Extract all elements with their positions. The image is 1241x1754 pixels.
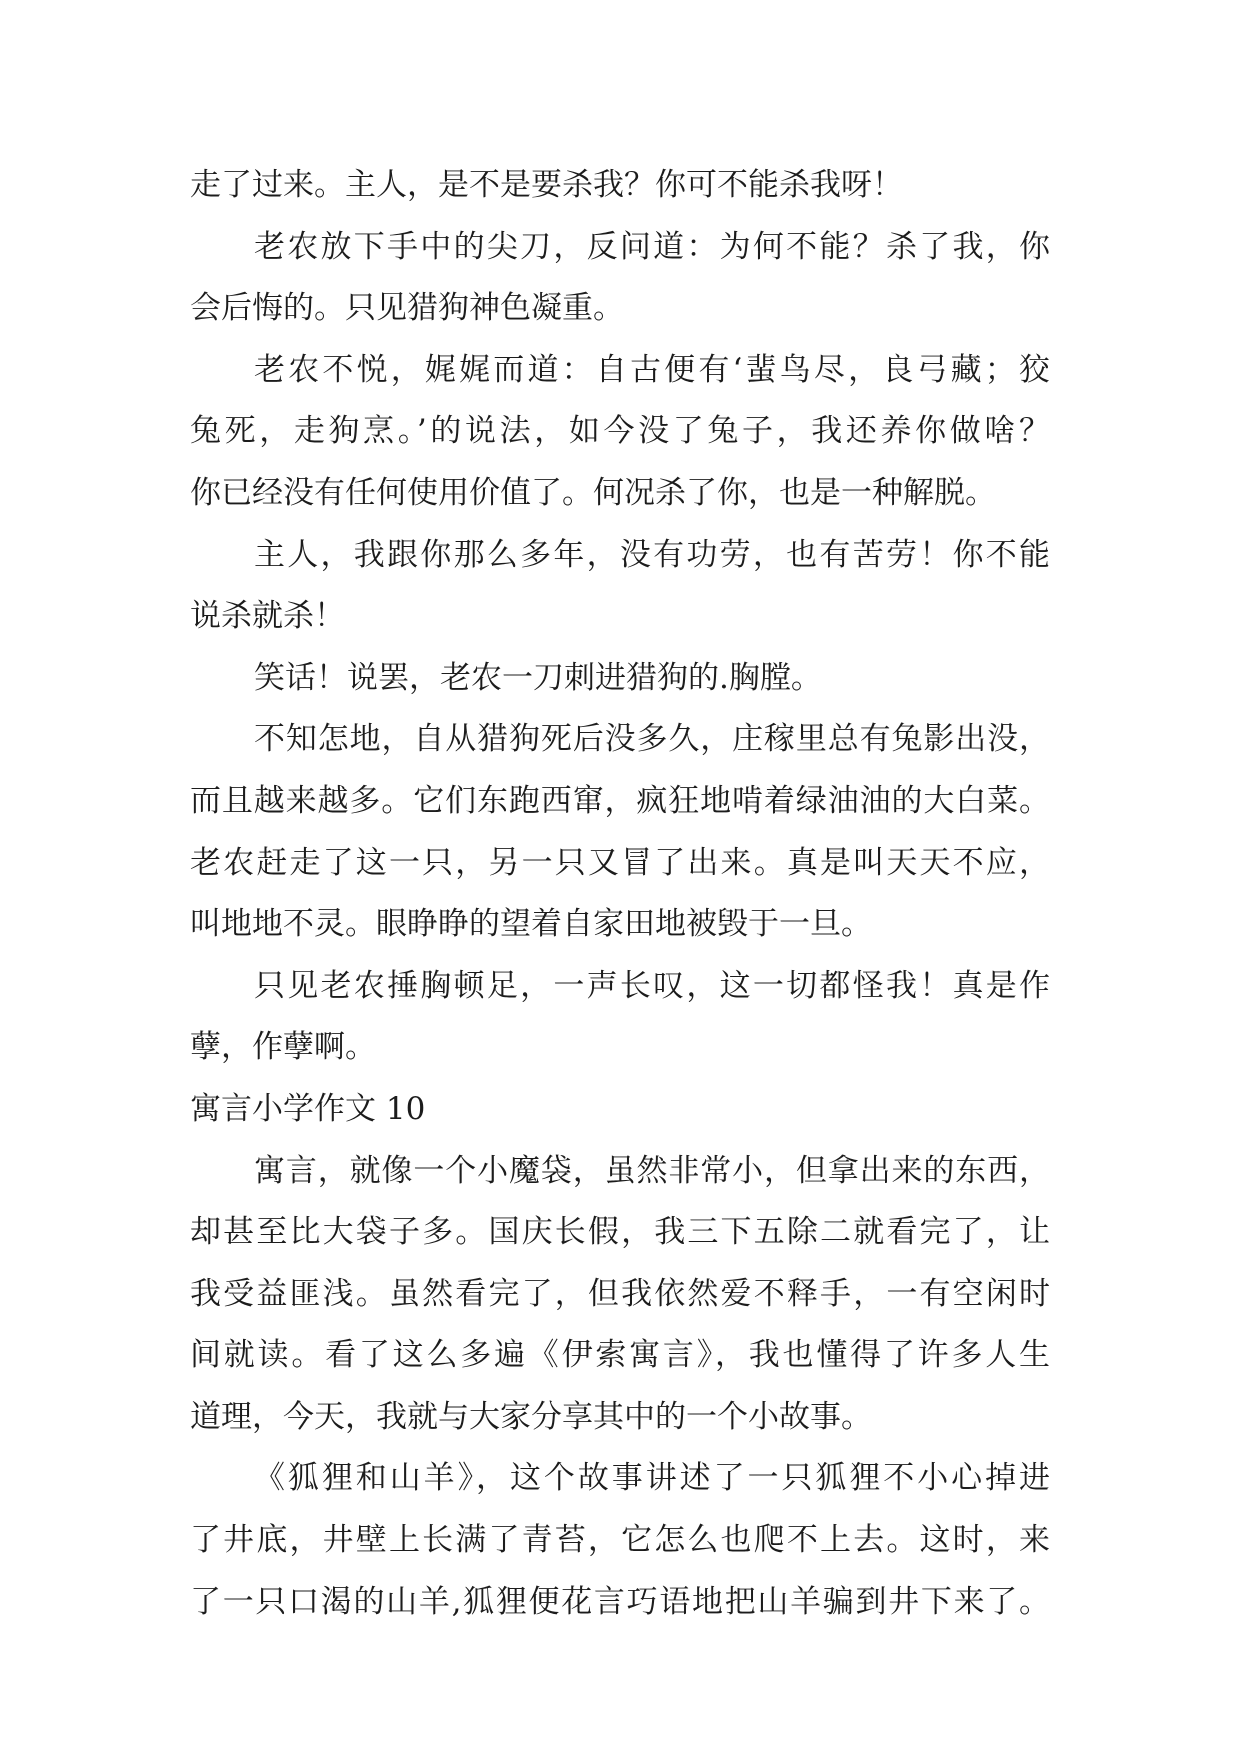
paragraph-first-line: 《狐狸和山羊》，这个故事讲述了一只狐狸不小心掉进 bbox=[254, 1460, 1050, 1497]
text-line: 了井底，井壁上长满了青苔，它怎么也爬不上去。这时，来 bbox=[190, 1522, 1050, 1559]
document-body bbox=[190, 155, 1050, 1633]
paragraph-first-line: 老农不悦，娓娓而道：自古便有‘蜚鸟尽，良弓藏；狡 bbox=[254, 351, 1050, 388]
text-line: 说杀就杀！ bbox=[190, 598, 345, 635]
text-line: 孽，作孽啊。 bbox=[190, 1029, 376, 1066]
text-line: 兔死，走狗烹。’的说法，如今没了兔子，我还养你做啥？ bbox=[190, 413, 1050, 450]
text-line: 而且越来越多。它们东跑西窜，疯狂地啃着绿油油的大白菜。 bbox=[190, 782, 1050, 819]
paragraph-first-line: 主人，我跟你那么多年，没有功劳，也有苦劳！你不能 bbox=[254, 536, 1050, 573]
paragraph-first-line: 笑话！说罢，老农一刀刺进猎狗的.胸膛。 bbox=[254, 659, 822, 696]
text-line: 会后悔的。只见猎狗神色凝重。 bbox=[190, 290, 624, 327]
paragraph-first-line: 老农放下手中的尖刀，反问道：为何不能？杀了我，你 bbox=[254, 228, 1050, 265]
text-line: 叫地地不灵。眼睁睁的望着自家田地被毁于一旦。 bbox=[190, 906, 872, 943]
text-line: 却甚至比大袋子多。国庆长假，我三下五除二就看完了，让 bbox=[190, 1214, 1050, 1251]
section-heading: 寓言小学作文 10 bbox=[190, 1090, 426, 1127]
text-line: 老农赶走了这一只，另一只又冒了出来。真是叫天天不应， bbox=[190, 844, 1050, 881]
paragraph-first-line: 不知怎地，自从猎狗死后没多久，庄稼里总有兔影出没， bbox=[254, 721, 1050, 758]
text-line: 道理，今天，我就与大家分享其中的一个小故事。 bbox=[190, 1398, 872, 1435]
paragraph-first-line: 只见老农捶胸顿足，一声长叹，这一切都怪我！真是作 bbox=[254, 967, 1050, 1004]
text-line: 你已经没有任何使用价值了。何况杀了你，也是一种解脱。 bbox=[190, 474, 996, 511]
text-line: 我受益匪浅。虽然看完了，但我依然爱不释手，一有空闲时 bbox=[190, 1275, 1050, 1312]
text-line: 了一只口渴的山羊,狐狸便花言巧语地把山羊骗到井下来了。 bbox=[190, 1583, 1050, 1620]
text-line: 间就读。看了这么多遍《伊索寓言》，我也懂得了许多人生 bbox=[190, 1337, 1050, 1374]
text-line: 走了过来。主人，是不是要杀我？你可不能杀我呀！ bbox=[190, 167, 903, 203]
paragraph-first-line: 寓言，就像一个小魔袋，虽然非常小，但拿出来的东西， bbox=[254, 1152, 1050, 1189]
